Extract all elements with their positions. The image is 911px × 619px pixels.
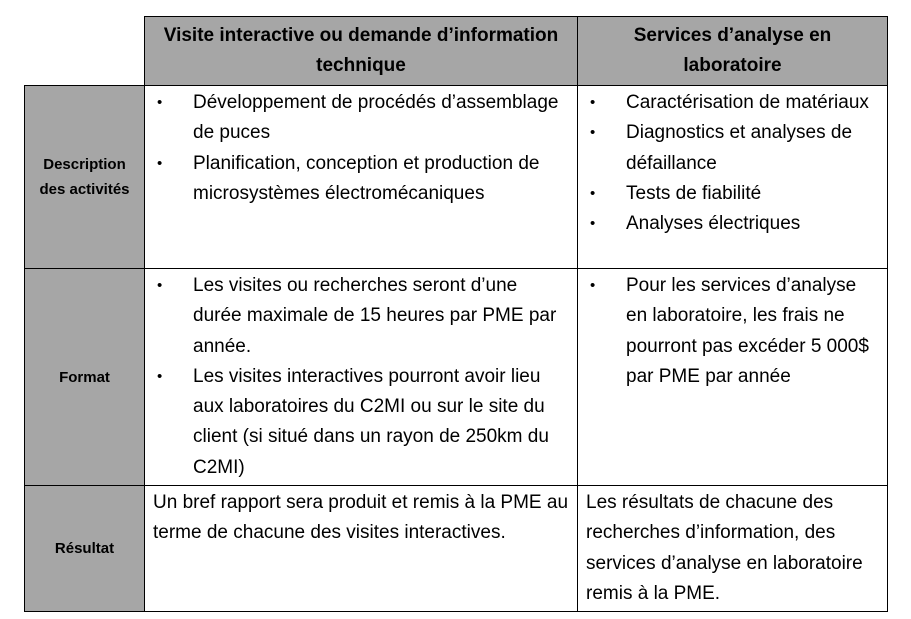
header-visite-interactive: Visite interactive ou demande d’information technique bbox=[145, 17, 578, 86]
empty-corner-cell bbox=[25, 17, 145, 86]
format-analyse-cell bbox=[578, 269, 888, 486]
format-visite-cell bbox=[145, 269, 578, 486]
list-item bbox=[586, 118, 881, 179]
row-label-result: Résultat bbox=[25, 486, 145, 612]
bullet-icon: • bbox=[157, 277, 163, 294]
description-visite-cell bbox=[145, 86, 578, 269]
bullet-icon: • bbox=[157, 367, 163, 385]
list-item-text: Pour les services d’analyse en laboratoire, les frais ne pourront pas excéder 5 000$ par PME par année bbox=[626, 275, 869, 387]
result-analyse-text: Les résultats de chacune des recherches d’information, des services d’analyse en laboratoire remis à la PME. bbox=[586, 492, 863, 604]
list-item-text: Développement de procédés d’assemblage de puces bbox=[193, 92, 559, 144]
row-format bbox=[25, 269, 888, 486]
list-item bbox=[153, 271, 571, 362]
header-row bbox=[25, 17, 888, 86]
row-label-format: Format bbox=[25, 269, 145, 486]
result-analyse-cell bbox=[578, 486, 888, 612]
bullet-icon: • bbox=[590, 124, 596, 142]
list-item-text: Les visites interactives pourront avoir lieu aux laboratoires du C2MI ou sur le site du client (si situé dans un rayon de 250km du C2MI) bbox=[193, 365, 549, 478]
list-item-text: Diagnostics et analyses de défaillance bbox=[626, 122, 853, 174]
services-table bbox=[24, 16, 888, 612]
list-item bbox=[586, 209, 881, 239]
list-item bbox=[586, 271, 881, 392]
bullet-icon: • bbox=[590, 215, 596, 233]
format-visite-list bbox=[153, 271, 571, 483]
list-item bbox=[586, 179, 881, 209]
result-visite-text: Un bref rapport sera produit et remis à la PME au terme de chacune des visites interactives. bbox=[153, 492, 569, 544]
row-result bbox=[25, 486, 888, 612]
bullet-icon: • bbox=[590, 184, 596, 202]
description-visite-list bbox=[153, 88, 571, 209]
bullet-icon: • bbox=[590, 277, 596, 294]
list-item-text: Analyses électriques bbox=[626, 213, 801, 235]
bullet-icon: • bbox=[157, 94, 163, 111]
description-analyse-cell bbox=[578, 86, 888, 269]
format-analyse-list bbox=[586, 271, 881, 392]
list-item bbox=[153, 362, 571, 483]
list-item-text: Caractérisation de matériaux bbox=[626, 92, 869, 113]
row-description bbox=[25, 86, 888, 269]
result-visite-cell bbox=[145, 486, 578, 612]
row-label-description: Description des activités bbox=[25, 86, 145, 269]
list-item-text: Tests de fiabilité bbox=[626, 182, 762, 204]
list-item-text: Les visites ou recherches seront d’une durée maximale de 15 heures par PME par année. bbox=[193, 275, 557, 357]
bullet-icon: • bbox=[590, 94, 596, 111]
bullet-icon: • bbox=[157, 154, 163, 172]
header-services-analyse: Services d’analyse en laboratoire bbox=[578, 17, 888, 86]
description-analyse-list bbox=[586, 88, 881, 239]
list-item bbox=[153, 149, 571, 210]
list-item-text: Planification, conception et production de microsystèmes électromécaniques bbox=[193, 152, 540, 204]
list-item bbox=[586, 88, 881, 118]
list-item bbox=[153, 88, 571, 149]
